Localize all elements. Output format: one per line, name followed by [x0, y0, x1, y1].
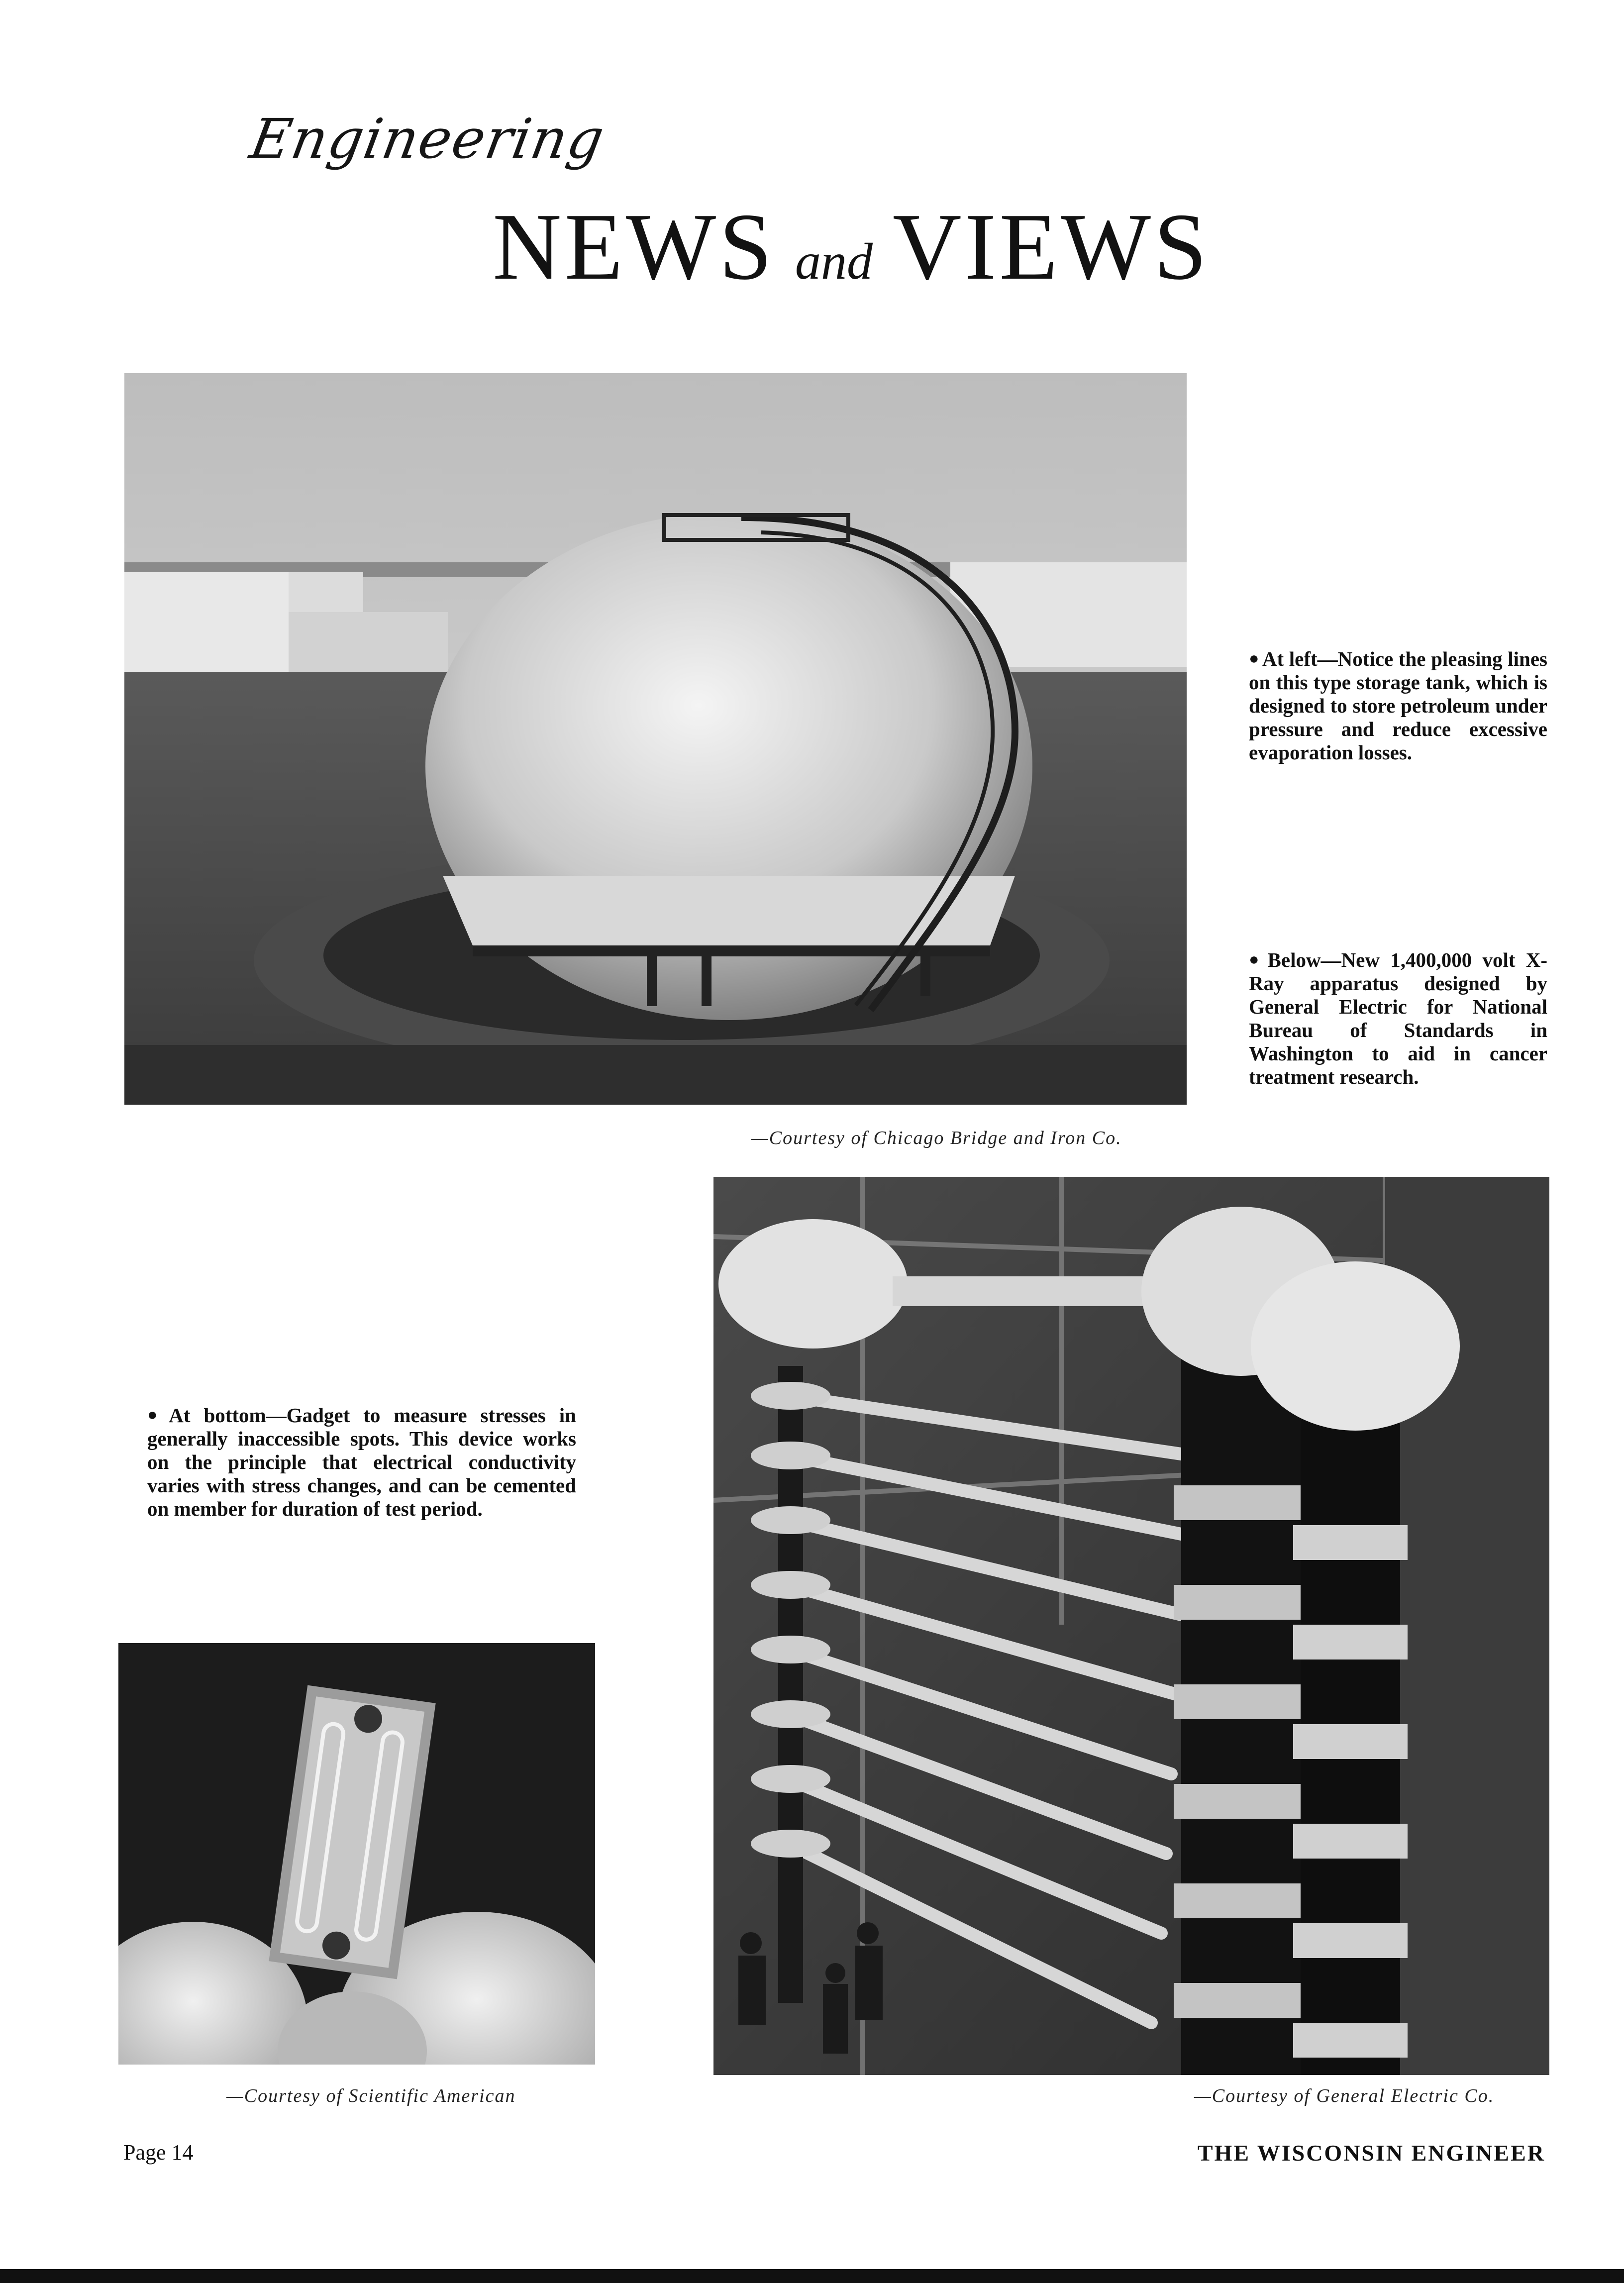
caption-bullet: ● [1249, 950, 1265, 969]
tank-photo-credit: —Courtesy of Chicago Bridge and Iron Co. [751, 1128, 1122, 1148]
xray-photo-credit: —Courtesy of General Electric Co. [1194, 2085, 1495, 2106]
xray-caption [1249, 948, 1547, 1089]
section-kicker: Engineering [245, 107, 610, 171]
xray-apparatus-image [713, 1177, 1549, 2075]
stress-gadget-image [118, 1643, 595, 2065]
title-and: and [795, 233, 873, 290]
page-title [493, 194, 1210, 300]
publication-name: THE WISCONSIN ENGINEER [1197, 2140, 1545, 2166]
stress-gadget-photo [118, 1643, 595, 2065]
gadget-photo-credit: —Courtesy of Scientific American [226, 2085, 516, 2106]
gadget-caption [147, 1403, 576, 1521]
caption-bullet: ● [147, 1406, 166, 1424]
title-news: NEWS [493, 194, 775, 300]
title-views: VIEWS [892, 194, 1210, 300]
page-bottom-rule [0, 2269, 1624, 2283]
page-number: Page 14 [123, 2140, 194, 2165]
storage-tank-image [124, 373, 1187, 1105]
xray-caption-text: Below—New 1,400,000 volt X-Ray apparatus designed by General Electric for National Bureau of Standards in Washington to aid in cancer treatment research. [1249, 948, 1547, 1088]
gadget-caption-text: At bottom—Gadget to measure stresses in generally inaccessible spots. This device works on the principle that electrical conductivity varies with stress changes, and can be cemented on member for duration of test period. [147, 1404, 576, 1520]
storage-tank-photo [124, 373, 1187, 1105]
tank-caption [1249, 647, 1547, 764]
caption-bullet: ● [1249, 649, 1259, 668]
xray-apparatus-photo [713, 1177, 1549, 2075]
tank-caption-text: At left—Notice the pleasing lines on this type storage tank, which is designed to store petroleum under pressure and reduce excessive evaporation losses. [1249, 647, 1547, 764]
